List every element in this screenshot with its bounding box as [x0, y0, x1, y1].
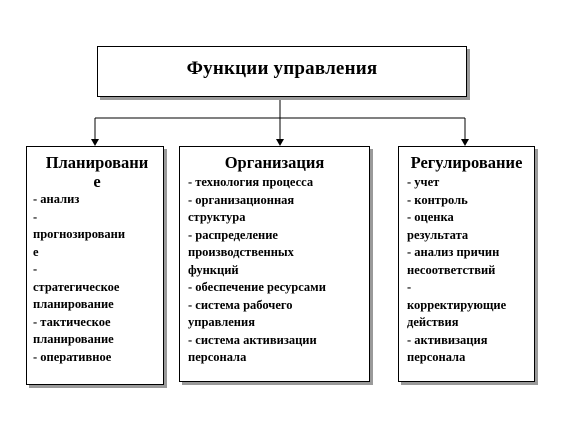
planning-items	[33, 191, 125, 366]
list-item: управления	[188, 315, 255, 329]
list-item: планирование	[33, 297, 114, 311]
list-item: - учет	[407, 175, 440, 189]
arrowhead-2	[276, 139, 284, 146]
list-item: - активизация	[407, 332, 488, 347]
list-item: корректирующие	[407, 297, 507, 312]
organization-items	[188, 174, 326, 367]
list-item: несоответствий	[407, 262, 496, 277]
planning-node	[26, 146, 164, 385]
list-item: - контроль	[407, 192, 468, 207]
list-item: действия	[407, 315, 459, 329]
list-item: -	[33, 209, 38, 224]
list-item: функций	[188, 262, 239, 277]
list-item: - система рабочего	[188, 297, 293, 312]
list-item: прогнозировани	[33, 227, 126, 241]
list-item: стратегическое	[33, 279, 120, 294]
list-item: - анализ причин	[407, 245, 500, 259]
list-item: - оценка	[407, 210, 454, 224]
list-item: -	[407, 280, 412, 294]
planning-title-line: е	[93, 172, 101, 191]
organization-node	[179, 146, 370, 382]
regulation-items	[407, 174, 506, 367]
list-item: - тактическое	[33, 314, 111, 329]
list-item: - организационная	[188, 192, 295, 207]
list-item: производственных	[188, 245, 294, 259]
regulation-node	[398, 146, 535, 382]
planning-title	[35, 153, 159, 191]
arrowhead-1	[91, 139, 99, 146]
root-node	[97, 46, 467, 97]
list-item: - технология процесса	[188, 175, 314, 189]
list-item: е	[33, 244, 39, 259]
organization-title: Организация	[224, 153, 325, 172]
list-item: структура	[188, 210, 246, 224]
planning-title-line: Планировани	[45, 153, 149, 172]
regulation-title: Регулирование	[410, 153, 523, 172]
list-item: планирование	[33, 332, 114, 346]
list-item: - обеспечение ресурсами	[188, 280, 326, 294]
list-item: результата	[407, 227, 469, 242]
root-title: Функции управления	[186, 58, 378, 79]
list-item: - система активизации	[188, 332, 317, 347]
list-item: персонала	[188, 350, 247, 364]
list-item: - распределение	[188, 227, 278, 242]
list-item: -	[33, 262, 38, 276]
list-item: персонала	[407, 350, 466, 364]
arrowhead-3	[461, 139, 469, 146]
list-item: - анализ	[33, 192, 80, 206]
list-item: - оперативное	[33, 349, 112, 364]
